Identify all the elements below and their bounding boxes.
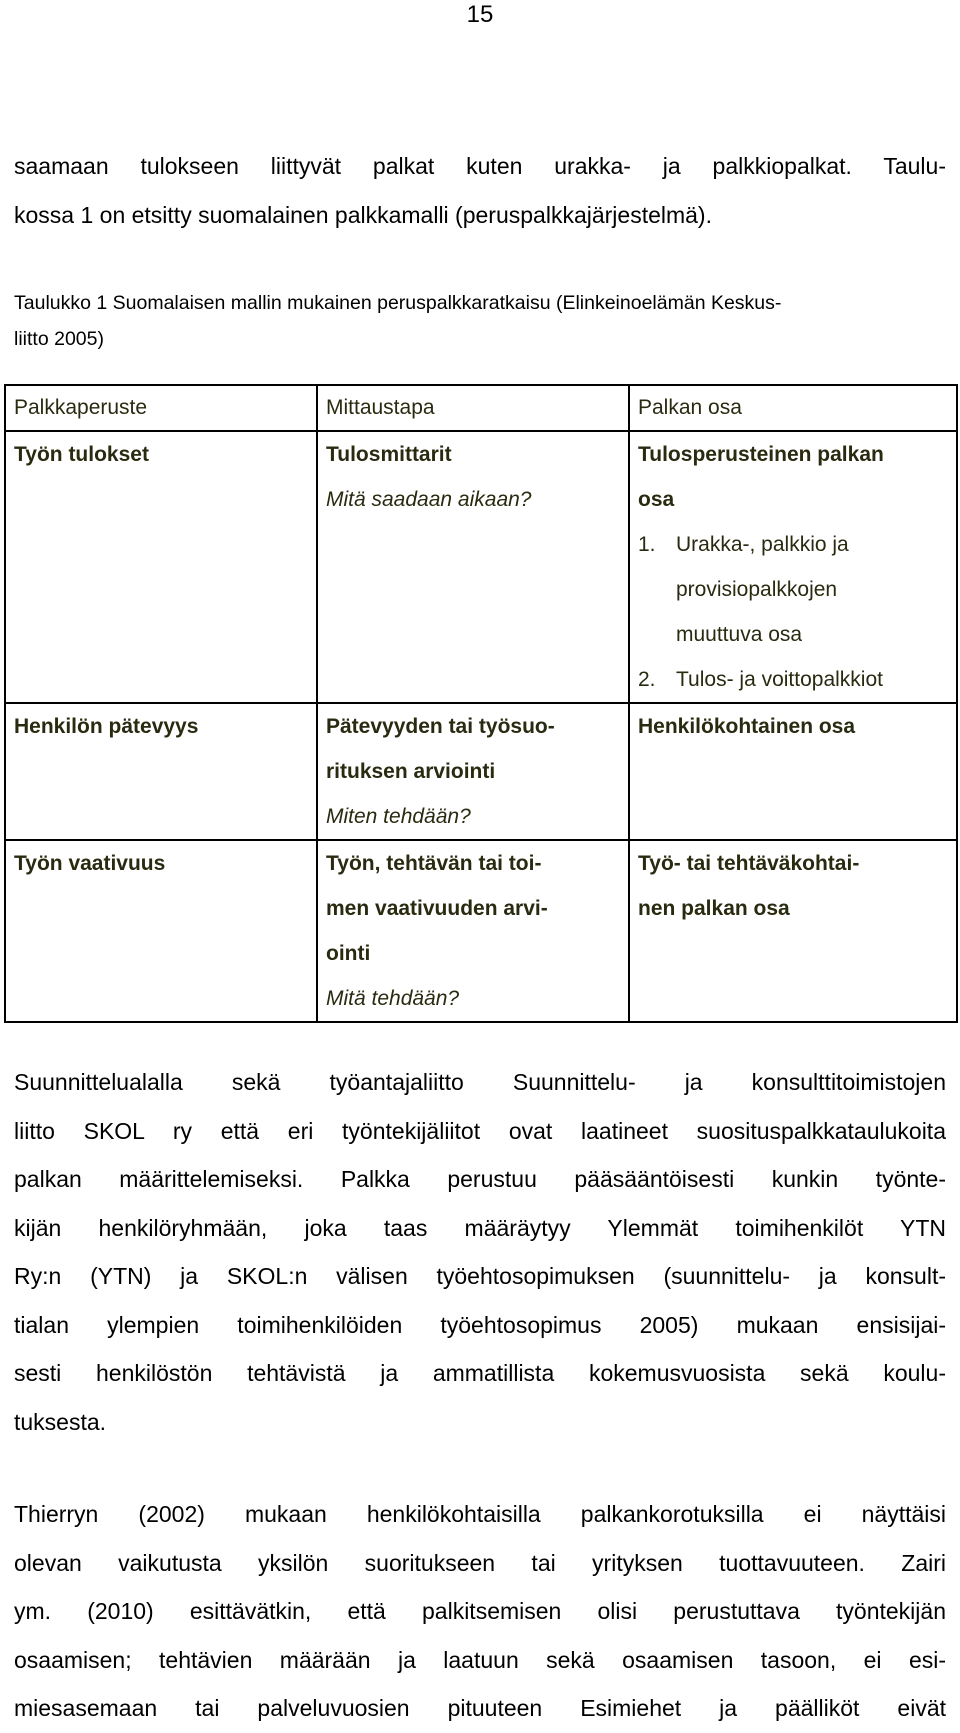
part-label: nen palkan osa [638,897,790,920]
table-cell [5,431,317,703]
method-question: Mitä tehdään? [326,987,460,1010]
table-caption [14,285,949,357]
text-line: liitto SKOL ry että eri työntekijäliitot ovat laatineet suosituspalkkataulukoita [14,1117,946,1144]
text-line: Suunnittelualalla sekä työantajaliitto Suunnittelu- ja konsulttitoimistojen [14,1069,946,1095]
body-paragraph [14,1490,946,1733]
column-header: Palkkaperuste [5,385,317,431]
text-line: saamaan tulokseen liittyvät palkat kuten urakka- ja palkkiopalkat. Taulu- [14,153,946,179]
table-row [5,703,957,840]
list-text: muuttuva osa [676,623,803,646]
table-cell [629,431,957,703]
table-cell [317,840,629,1022]
method-question: Miten tehdään? [326,805,471,828]
table-cell [317,703,629,840]
list-text: provisiopalkkojen [676,578,838,601]
caption-line: liitto 2005) [14,328,104,350]
list-number: 1. [638,533,656,556]
method-label: Työn, tehtävän tai toi- [326,852,542,875]
text-line: kossa 1 on etsitty suomalainen palkkamalli (peruspalkkajärjestelmä). [14,201,712,228]
pay-structure-table [4,384,958,1023]
method-label: Pätevyyden tai työsuo- [326,715,555,738]
list-number: 2. [638,668,656,691]
part-label: Henkilökohtainen osa [638,715,856,738]
body-paragraph [14,1058,946,1446]
text-line: olevan vaikutusta yksilön suoritukseen tai yrityksen tuottavuuteen. Zairi [14,1549,946,1576]
caption-line: Taulukko 1 Suomalaisen mallin mukainen peruspalkkaratkaisu (Elinkeinoelämän Keskus- [14,292,782,314]
method-label: rituksen arviointi [326,760,496,783]
table-cell [5,703,317,840]
table-cell [629,840,957,1022]
column-header: Palkan osa [629,385,957,431]
basis-label: Henkilön pätevyys [14,715,199,738]
text-line: kijän henkilöryhmään, joka taas määräytyy Ylemmät toimihenkilöt YTN [14,1214,946,1241]
method-label: ointi [326,942,371,965]
table-cell [629,703,957,840]
part-label: Tulosperusteinen palkan [638,443,884,466]
text-line: Ry:n (YTN) ja SKOL:n välisen työehtosopimuksen (suunnittelu- ja konsult- [14,1263,946,1289]
method-label: men vaativuuden arvi- [326,897,548,920]
list-item [638,522,948,657]
table-row [5,840,957,1022]
method-question: Mitä saadaan aikaan? [326,488,532,511]
part-list [638,522,948,702]
part-label: Työ- tai tehtäväkohtai- [638,852,860,875]
basis-label: Työn vaativuus [14,852,166,875]
text-line: palkan määrittelemiseksi. Palkka perustuu pääsääntöisesti kunkin työnte- [14,1166,946,1192]
text-line: tialan ylempien toimihenkilöiden työehtosopimus 2005) mukaan ensisijai- [14,1311,946,1338]
text-line: miesasemaan tai palveluvuosien pituuteen Esimiehet ja päälliköt eivät [14,1695,946,1721]
method-label: Tulosmittarit [326,443,452,466]
list-text: Tulos- ja voittopalkkiot [676,668,883,691]
text-line: ym. (2010) esittävätkin, että palkitsemisen olisi perustuttava työntekijän [14,1598,946,1624]
list-item [638,657,948,702]
intro-paragraph [14,142,946,239]
table-row [5,431,957,703]
text-line: Thierryn (2002) mukaan henkilökohtaisilla palkankorotuksilla ei näyttäisi [14,1501,946,1527]
list-text: Urakka-, palkkio ja [676,533,849,556]
basis-label: Työn tulokset [14,443,149,466]
text-line: tuksesta. [14,1408,107,1435]
table-cell [317,431,629,703]
text-line: sesti henkilöstön tehtävistä ja ammatillista kokemusvuosista sekä koulu- [14,1360,946,1386]
part-label: osa [638,488,675,511]
column-header: Mittaustapa [317,385,629,431]
text-line: osaamisen; tehtävien määrään ja laatuun sekä osaamisen tasoon, ei esi- [14,1646,946,1673]
table-cell [5,840,317,1022]
page-number: 15 [466,1,494,28]
table-header-row [5,385,957,431]
